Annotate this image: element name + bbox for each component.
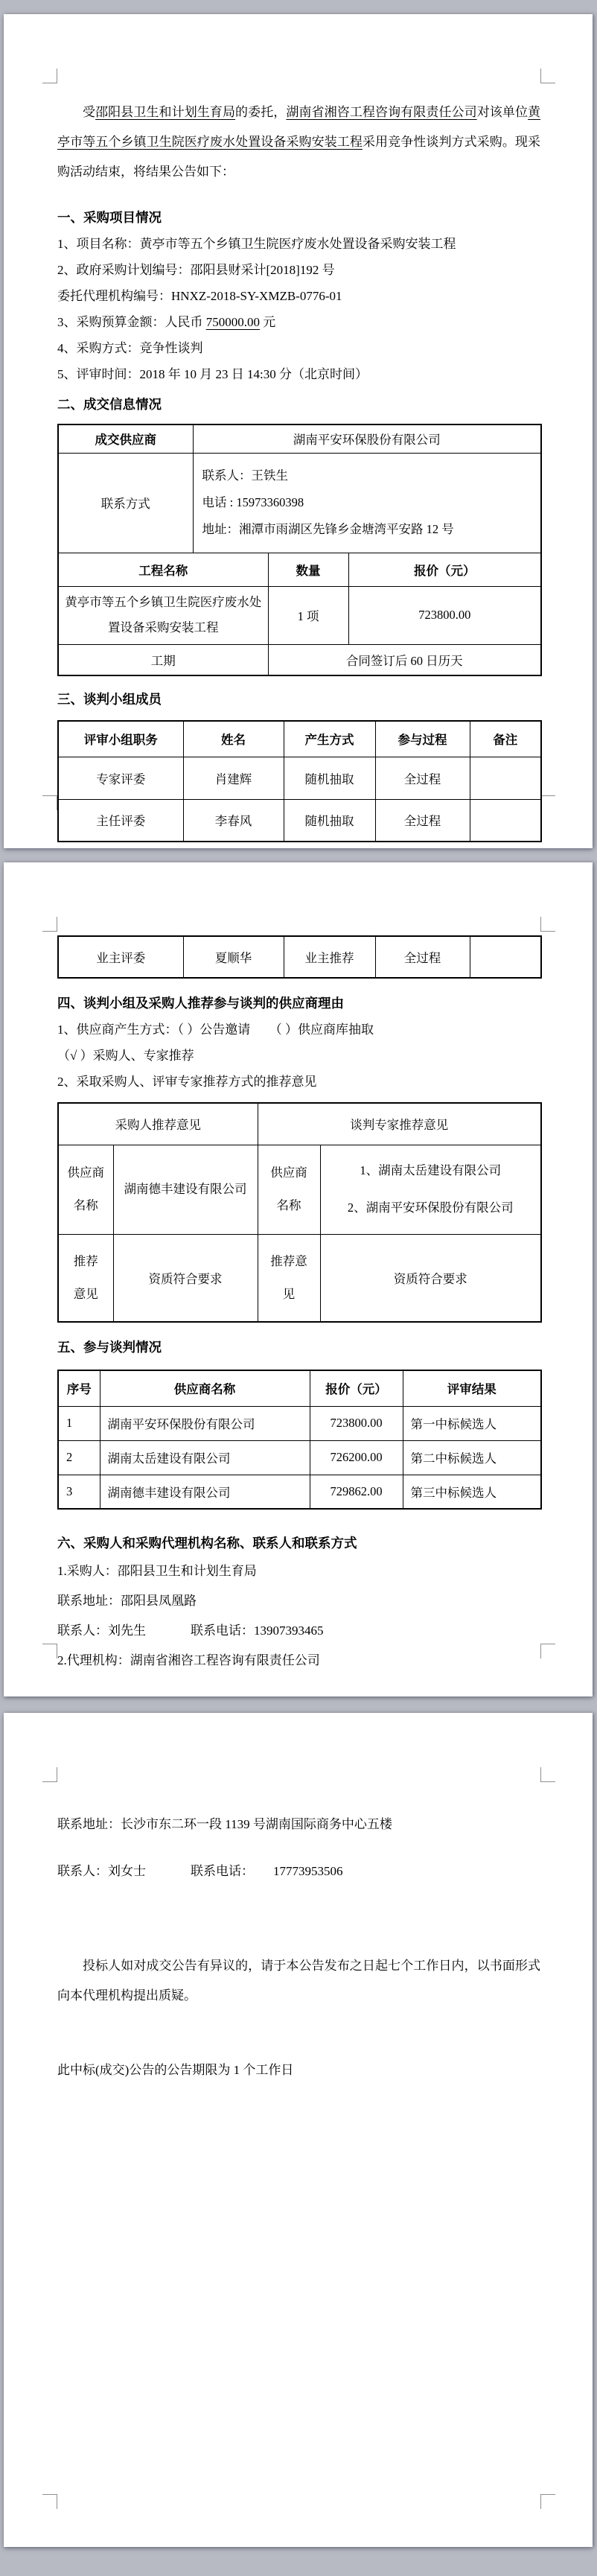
table-cell: 肖建辉 — [183, 757, 284, 799]
table-cell — [193, 453, 541, 553]
section5-title: 五、参与谈判情况 — [57, 1340, 162, 1355]
supplier-source-line: 1、供应商产生方式：（ ）公告邀请 （ ）供应商库抽取 — [57, 1023, 374, 1037]
table-cell: 723800.00 — [348, 586, 541, 644]
table-header-cell: 备注 — [470, 721, 541, 757]
table-row — [58, 721, 541, 757]
table-cell: 第三中标候选人 — [403, 1475, 541, 1509]
objection-paragraph: 投标人如对成交公告有异议的，请于本公告发布之日起七个工作日内，以书面形式向本代理机构提出质疑。 — [57, 1959, 540, 2003]
table-cell: 3 — [58, 1475, 100, 1509]
table-cell: 1 项 — [268, 586, 348, 644]
table-header-cell: 参与过程 — [375, 721, 470, 757]
review-time-line: 5、评审时间：2018 年 10 月 23 日 14:30 分（北京时间） — [57, 367, 368, 381]
table-row — [58, 1145, 541, 1234]
purchaser-address-line: 联系地址：邵阳县凤凰路 — [57, 1594, 197, 1608]
negotiation-team-table — [57, 720, 542, 842]
purchaser-name-underlined: 邵阳县卫生和计划生育局 — [95, 105, 236, 119]
agency-contact-line — [57, 1858, 540, 1884]
table-cell: 夏顺华 — [183, 936, 284, 978]
contact-person: 联系人：刘先生 — [57, 1623, 146, 1638]
table-cell: 随机抽取 — [284, 799, 375, 842]
project-name-line: 1、项目名称：黄亭市等五个乡镇卫生院医疗废水处置设备采购安装工程 — [57, 237, 456, 251]
table-header-cell: 工程名称 — [58, 553, 268, 586]
budget-amount: 750000.00 — [205, 315, 260, 329]
section1-title: 一、采购项目情况 — [57, 210, 162, 225]
table-header-cell: 供应商名称 — [258, 1145, 320, 1234]
section3-title: 三、谈判小组成员 — [57, 692, 162, 707]
table-cell: 李春风 — [183, 799, 284, 842]
contact-phone: 电话 : 15973360398 — [202, 495, 304, 509]
table-cell: 729862.00 — [310, 1475, 403, 1509]
budget-line — [57, 309, 540, 335]
table-row — [58, 936, 541, 978]
agency-name-underlined: 湖南省湘咨工程咨询有限责任公司 — [286, 105, 477, 119]
table-cell: 全过程 — [375, 757, 470, 799]
table-cell: 第一中标候选人 — [403, 1406, 541, 1440]
table-cell: 湖南德丰建设有限公司 — [113, 1145, 258, 1234]
recommendation-line: 2、采取采购人、评审专家推荐方式的推荐意见 — [57, 1075, 317, 1089]
table-header-cell: 推荐意见 — [258, 1234, 320, 1322]
table-header-cell: 数量 — [268, 553, 348, 586]
table-cell: 随机抽取 — [284, 757, 375, 799]
table-cell: 主任评委 — [58, 799, 183, 842]
table-cell: 726200.00 — [310, 1440, 403, 1475]
agency-number-line: 委托代理机构编号：HNXZ-2018-SY-XMZB-0776-01 — [57, 289, 342, 303]
intro-text: 受 — [83, 105, 96, 119]
negotiation-team-table-continued — [57, 935, 542, 979]
table-header-cell: 产生方式 — [284, 721, 375, 757]
table-cell — [470, 936, 541, 978]
contact-person: 联系人：王铁生 — [202, 468, 288, 483]
intro-text: 的委托， — [235, 105, 287, 119]
table-cell: 湖南德丰建设有限公司 — [100, 1475, 310, 1509]
table-row — [58, 1475, 541, 1509]
table-row — [58, 453, 541, 553]
table-row — [58, 1103, 541, 1145]
table-header-cell: 联系方式 — [58, 453, 193, 553]
intro-text: 采用竞争性谈判方式采购。现采购活动结束，将结果公告如下： — [57, 135, 541, 179]
table-row — [58, 586, 541, 644]
table-cell: 业主评委 — [58, 936, 183, 978]
table-row — [58, 1234, 541, 1322]
table-cell: 全过程 — [375, 936, 470, 978]
contact-address: 地址：湘潭市雨湖区先锋乡金塘湾平安路 12 号 — [202, 522, 454, 536]
section4-title: 四、谈判小组及采购人推荐参与谈判的供应商理由 — [57, 996, 344, 1011]
award-info-table — [57, 424, 542, 676]
table-cell: 湖南平安环保股份有限公司 — [100, 1406, 310, 1440]
contact-phone-number: 17773953506 — [273, 1864, 343, 1878]
table-cell: 资质符合要求 — [113, 1234, 258, 1322]
table-row — [58, 757, 541, 799]
purchaser-contact-line — [57, 1616, 540, 1646]
table-cell: 湖南平安环保股份有限公司 — [193, 424, 541, 453]
method-line: 4、采购方式：竞争性谈判 — [57, 341, 203, 355]
table-cell: 黄亭市等五个乡镇卫生院医疗废水处置设备采购安装工程 — [58, 586, 268, 644]
table-cell — [470, 799, 541, 842]
table-cell: 业主推荐 — [284, 936, 375, 978]
table-row — [58, 424, 541, 453]
purchaser-line: 1.采购人：邵阳县卫生和计划生育局 — [57, 1564, 257, 1578]
table-cell: 合同签订后 60 日历天 — [268, 644, 541, 675]
table-header-cell: 报价（元） — [310, 1370, 403, 1406]
table-cell — [470, 757, 541, 799]
document-viewer-canvas — [0, 14, 597, 2576]
table-header-cell: 评审结果 — [403, 1370, 541, 1406]
recommended-supplier: 2、湖南平安环保股份有限公司 — [347, 1200, 514, 1215]
table-cell: 资质符合要求 — [320, 1234, 541, 1322]
table-row — [58, 799, 541, 842]
plan-number-line: 2、政府采购计划编号：邵阳县财采计[2018]192 号 — [57, 263, 335, 277]
table-cell: 专家评委 — [58, 757, 183, 799]
contact-phone: 联系电话：13907393465 — [191, 1623, 324, 1638]
announcement-period-line: 此中标(成交)公告的公告期限为 1 个工作日 — [57, 2063, 294, 2077]
table-header-cell: 工期 — [58, 644, 268, 675]
contact-phone-label: 联系电话： — [191, 1864, 254, 1878]
table-cell: 全过程 — [375, 799, 470, 842]
table-row — [58, 1406, 541, 1440]
document-page-2 — [4, 862, 593, 1696]
table-header-cell: 供应商名称 — [100, 1370, 310, 1406]
participation-table — [57, 1370, 542, 1510]
document-page-1 — [4, 14, 593, 848]
section6-title: 六、采购人和采购代理机构名称、联系人和联系方式 — [57, 1536, 357, 1551]
intro-paragraph — [57, 98, 540, 187]
table-header-cell: 报价（元） — [348, 553, 541, 586]
recommendation-table — [57, 1102, 542, 1323]
table-row — [58, 553, 541, 586]
table-cell: 湖南太岳建设有限公司 — [100, 1440, 310, 1475]
table-cell: 1 — [58, 1406, 100, 1440]
table-cell — [320, 1145, 541, 1234]
recommended-supplier: 1、湖南太岳建设有限公司 — [360, 1163, 502, 1177]
intro-text: 对该单位 — [476, 105, 529, 119]
table-cell: 第二中标候选人 — [403, 1440, 541, 1475]
table-header-cell: 姓名 — [183, 721, 284, 757]
table-cell: 723800.00 — [310, 1406, 403, 1440]
checked-option-line: （√ ）采购人、专家推荐 — [57, 1049, 194, 1063]
table-header-cell: 采购人推荐意见 — [58, 1103, 258, 1145]
table-header-cell: 成交供应商 — [58, 424, 193, 453]
table-header-cell: 序号 — [58, 1370, 100, 1406]
table-header-cell: 评审小组职务 — [58, 721, 183, 757]
budget-prefix: 3、采购预算金额：人民币 — [57, 315, 206, 329]
document-page-3 — [4, 1713, 593, 2547]
section2-title: 二、成交信息情况 — [57, 397, 162, 412]
budget-suffix: 元 — [260, 315, 276, 329]
table-header-cell: 谈判专家推荐意见 — [258, 1103, 541, 1145]
table-header-cell: 供应商名称 — [58, 1145, 113, 1234]
agency-address-line: 联系地址：长沙市东二环一段 1139 号湖南国际商务中心五楼 — [57, 1817, 392, 1831]
contact-person: 联系人：刘女士 — [57, 1864, 146, 1878]
table-header-cell: 推荐意见 — [58, 1234, 113, 1322]
project-name-underlined: 黄亭市等五个乡镇卫生院医疗废水处置设备采购安装工程 — [57, 105, 541, 149]
table-row — [58, 1440, 541, 1475]
table-cell: 2 — [58, 1440, 100, 1475]
table-row — [58, 644, 541, 675]
table-row — [58, 1370, 541, 1406]
agency-line: 2.代理机构：湖南省湘咨工程咨询有限责任公司 — [57, 1653, 320, 1667]
